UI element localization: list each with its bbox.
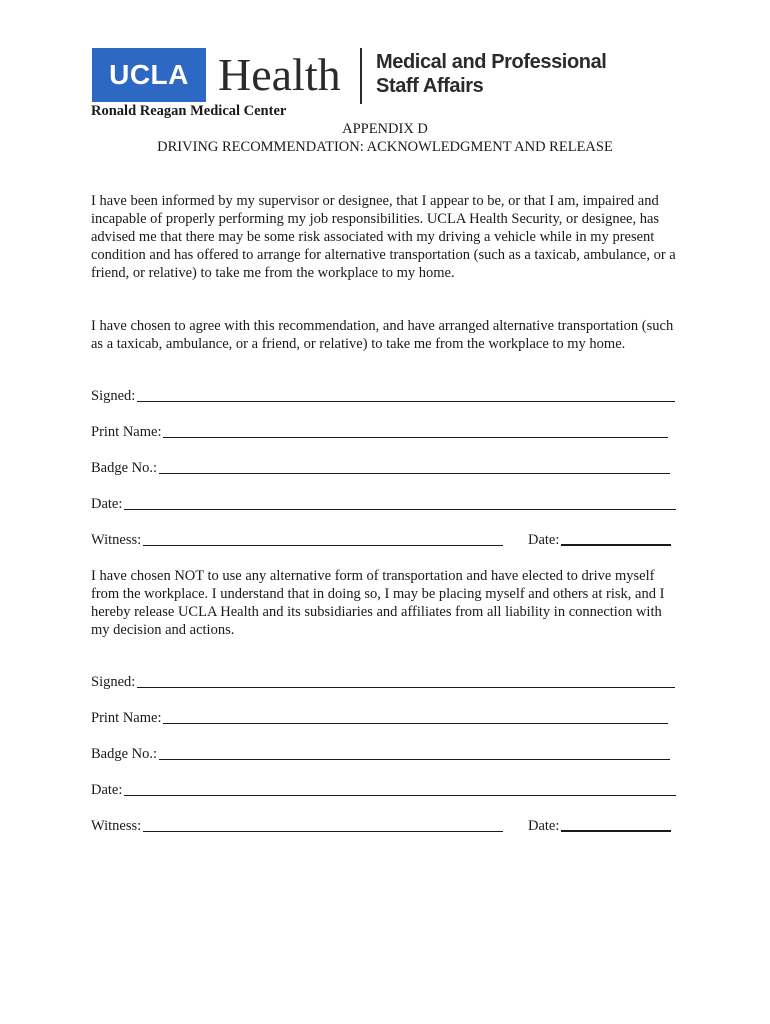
print-name-line[interactable] — [163, 425, 668, 438]
department-name — [376, 50, 606, 98]
document-title: DRIVING RECOMMENDATION: ACKNOWLEDGMENT AND RELEASE — [157, 139, 613, 155]
decline-paragraph: I have chosen NOT to use any alternative form of transportation and have elected to drive myself from the workplace. I understand that in doing so, I may be placing myself and others at risk, and I hereby release UCLA Health and its subsidiaries and affiliates from all liability in connection with my decision and actions. — [91, 568, 665, 638]
department-line-2: Staff Affairs — [376, 75, 484, 97]
decline-witness-date-field[interactable] — [528, 817, 671, 835]
decline-date-field[interactable] — [91, 781, 676, 799]
agree-paragraph: I have chosen to agree with this recommendation, and have arranged alternative transportation (such as a taxicab, ambulance, or a friend, or relative) to take me from the workplace to my home. — [91, 318, 674, 352]
decline-print-name-field[interactable] — [91, 709, 668, 727]
witness-label: Witness: — [91, 818, 142, 834]
signed-line[interactable] — [137, 675, 675, 688]
witness-date-label: Date: — [528, 532, 560, 548]
date-line[interactable] — [124, 783, 676, 796]
intro-paragraph: I have been informed by my supervisor or designee, that I appear to be, or that I am, impaired and incapable of properly performing my job responsibilities. UCLA Health Security, or designee, has advised me that there may be some risk associated with my driving a vehicle while in my present condition and has offered to arrange for alternative transportation (such as a taxicab, ambulance, or a friend, or relative) to take me from the workplace to my home. — [91, 193, 676, 281]
agree-date-field[interactable] — [91, 495, 676, 513]
witness-line[interactable] — [143, 819, 503, 832]
center-name: Ronald Reagan Medical Center — [91, 103, 287, 119]
header-divider — [360, 48, 362, 104]
badge-label: Badge No.: — [91, 746, 158, 762]
print-name-label: Print Name: — [91, 424, 162, 440]
witness-label: Witness: — [91, 532, 142, 548]
ucla-logo: UCLA — [92, 48, 206, 102]
health-logo-text: Health — [218, 49, 341, 100]
signed-label: Signed: — [91, 674, 136, 690]
badge-line[interactable] — [159, 747, 670, 760]
decline-badge-field[interactable] — [91, 745, 670, 763]
letterhead — [92, 46, 652, 104]
date-label: Date: — [91, 782, 123, 798]
date-line[interactable] — [124, 497, 676, 510]
signed-line[interactable] — [137, 389, 675, 402]
decline-witness-field[interactable] — [91, 817, 503, 835]
print-name-line[interactable] — [163, 711, 668, 724]
agree-print-name-field[interactable] — [91, 423, 668, 441]
witness-line[interactable] — [143, 533, 503, 546]
witness-date-line[interactable] — [561, 532, 671, 546]
decline-signed-field[interactable] — [91, 673, 675, 691]
witness-date-label: Date: — [528, 818, 560, 834]
signed-label: Signed: — [91, 388, 136, 404]
department-line-1: Medical and Professional — [376, 51, 607, 73]
appendix-label: APPENDIX D — [342, 121, 428, 137]
date-label: Date: — [91, 496, 123, 512]
print-name-label: Print Name: — [91, 710, 162, 726]
badge-label: Badge No.: — [91, 460, 158, 476]
agree-signed-field[interactable] — [91, 387, 675, 405]
badge-line[interactable] — [159, 461, 670, 474]
agree-badge-field[interactable] — [91, 459, 670, 477]
agree-witness-field[interactable] — [91, 531, 503, 549]
agree-witness-date-field[interactable] — [528, 531, 671, 549]
witness-date-line[interactable] — [561, 818, 671, 832]
